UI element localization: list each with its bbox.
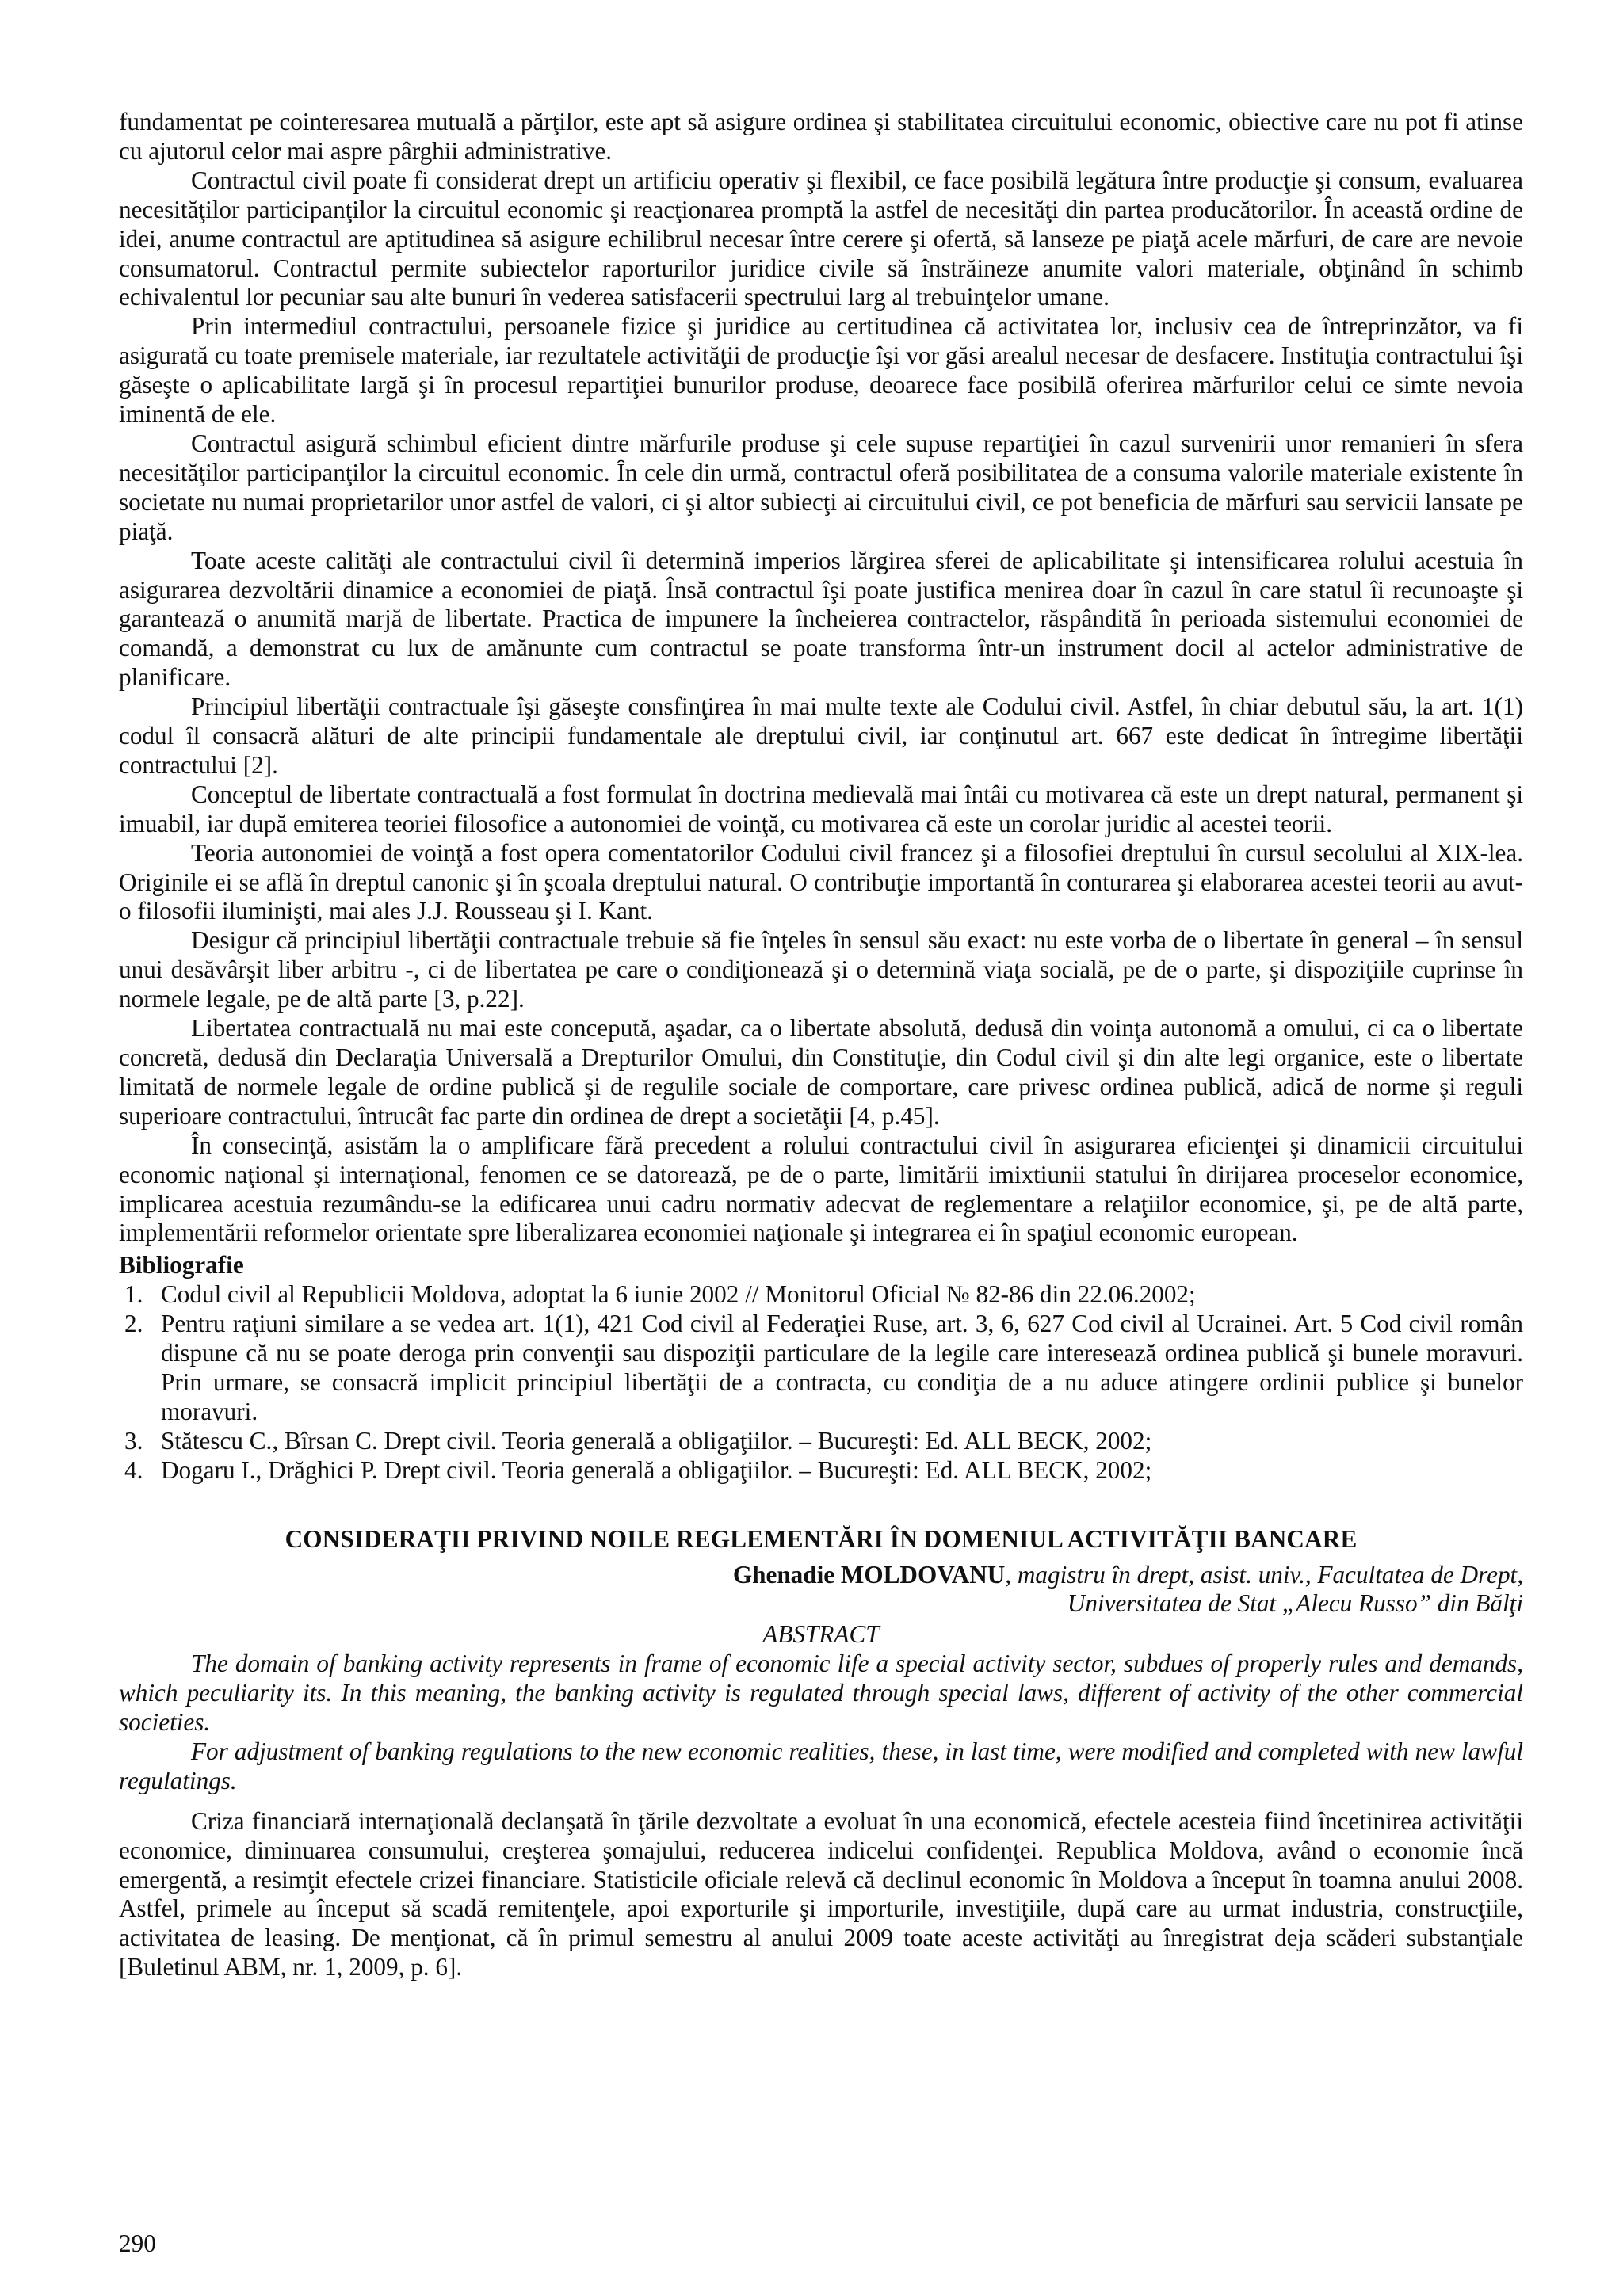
bibliography-item (119, 1456, 1523, 1486)
bibliography-number: 4. (124, 1455, 143, 1484)
abstract-paragraph: For adjustment of banking regulations to the new economic realities, these, in last time, were modified and completed with new lawful regulatings. (119, 1737, 1523, 1794)
bibliography-text: Stătescu C., Bîrsan C. Drept civil. Teoria generală a obligaţiilor. – Bucureşti: Ed. ALL BECK, 2002; (161, 1426, 1152, 1455)
paragraph: În consecinţă, asistăm la o amplificare fără precedent a rolului contractului civil în asigurarea eficienţei şi dinamicii circuitului economic naţional şi internaţional, fenomen ce se datorează, pe de o parte, limitării imixtiunii statului în dirijarea proceselor economice, implicarea acestuia rezumându-se la edificarea unui cadru normativ adecvat de reglementare a relaţiilor economice, şi, pe de altă parte, implementării reformelor orientate spre liberalizarea economiei naţionale şi integrarea ei în spaţiul economic european. (119, 1131, 1523, 1247)
bibliography-number: 2. (124, 1310, 143, 1338)
paragraph: Toate aceste calităţi ale contractului civil îi determină imperios lărgirea sferei de aplicabilitate şi intensificarea rolului acestuia în asigurarea dezvoltării dinamice a economiei de piaţă. Însă contractul îşi poate justifica menirea doar în cazul în care statul îi recunoaşte şi garantează o anumită marjă de libertate. Practica de impunere la încheierea contractelor, răspândită în perioada sistemului economiei de comandă, a demonstrat cu lux de amănunte cum contractul se poate transforma într-un instrument docil al actelor administrative de planificare. (119, 546, 1523, 692)
paragraph: Teoria autonomiei de voinţă a fost opera comentatorilor Codului civil francez şi a filosofiei dreptului în cursul secolului al XIX-lea. Originile ei se află în dreptul canonic şi în şcoala dreptului natural. O contribuţie importantă în conturarea şi elaborarea acestei teorii au avut-o filosofii iluminişti, mai ales J.J. Rousseau şi I. Kant. (119, 838, 1523, 925)
article-title: CONSIDERAŢII PRIVIND NOILE REGLEMENTĂRI ÎN DOMENIUL ACTIVITĂŢII BANCARE (285, 1524, 1358, 1553)
paragraph: Criza financiară internaţională declanşată în ţările dezvoltate a evoluat în una economică, efectele acesteia fiind încetinirea activităţii economice, diminuarea consumului, creşterea şomajului, reducerea indicelui confidenţei. Republica Moldova, având o economie încă emergentă, a resimţit efectele crizei financiare. Statisticile oficiale relevă că declinul economic în Moldova a început în toamna anului 2008. Astfel, primele au început să scadă remitenţele, apoi exporturile şi importurile, investiţiile, după care au urmat industria, construcţiile, activitatea de leasing. De menţionat, că în primul semestru al anului 2009 toate aceste activităţi au înregistrat deja scăderi substanţiale [Buletinul ABM, nr. 1, 2009, p. 6]. (119, 1806, 1523, 1981)
bibliography-item (119, 1280, 1523, 1310)
bibliography-list (119, 1280, 1523, 1485)
author-line (119, 1561, 1523, 1619)
abstract-paragraph: The domain of banking activity represents in frame of economic life a special activity sector, subdues of properly rules and demands, which peculiarity its. In this meaning, the banking activity is regulated through special laws, different of activity of the other commercial societies. (119, 1650, 1523, 1737)
author-affiliation: , magistru în drept, asist. univ., Facultatea de Drept, (1005, 1560, 1523, 1589)
bibliography-item (119, 1427, 1523, 1456)
paragraph: Principiul libertăţii contractuale îşi găseşte consfinţirea în mai multe texte ale Codului civil. Astfel, în chiar debutul său, la art. 1(1) codul îl consacră alături de alte principii fundamentale ale dreptului civil, iar conţinutul art. 667 este dedicat în întregime libertăţii contractului [2]. (119, 692, 1523, 779)
bibliography-heading: Bibliografie (119, 1251, 244, 1280)
bibliography-text: Pentru raţiuni similare a se vedea art. 1(1), 421 Cod civil al Federaţiei Ruse, art. 3, 6, 627 Cod civil al Ucrainei. Art. 5 Cod civil român dispune că nu se poate deroga prin convenţii sau dispoziţii particulare de la legile care interesează ordinea publică şi bunele moravuri. Prin urmare, se consacră implicit principiul libertăţii de a contracta, cu condiţia de a nu aduce atingere ordinii publice şi bunelor moravuri. (161, 1310, 1523, 1425)
page-number: 290 (119, 2229, 156, 2257)
bibliography-item (119, 1310, 1523, 1427)
paragraph: Desigur că principiul libertăţii contractuale trebuie să fie înţeles în sensul său exact: nu este vorba de o libertate în general – în sensul unui desăvârşit liber arbitru -, ci de libertatea pe care o condiţionează şi o determină viaţa socială, pe de o parte, şi dispoziţiile cuprinse în normele legale, pe de altă parte [3, p.22]. (119, 926, 1523, 1013)
paragraph: Libertatea contractuală nu mai este concepută, aşadar, ca o libertate absolută, dedusă din voinţa autonomă a omului, ci ca o libertate concretă, dedusă din Declaraţia Universală a Drepturilor Omului, din Constituţie, din Codul civil şi din alte legi organice, este o libertate limitată de normele legale de ordine publică şi de regulile sociale de comportare, care privesc ordinea publică, adică de norme şi reguli superioare contractului, întrucât fac parte din ordinea de drept a societăţii [4, p.45]. (119, 1014, 1523, 1130)
paragraph: Contractul civil poate fi considerat drept un artificiu operativ şi flexibil, ce face posibilă legătura între producţie şi consum, evaluarea necesităţilor participanţilor la circuitul economic şi reacţionarea promptă la astfel de necesităţi din partea producătorilor. În această ordine de idei, anume contractul are aptitudinea să asigure echilibrul necesar între cerere şi ofertă, să lanseze pe piaţă acele mărfuri, de care are nevoie consumatorul. Contractul permite subiectelor raporturilor juridice civile să înstrăineze anumite valori materiale, obţinând în schimb echivalentul lor pecuniar sau alte bunuri în vederea satisfacerii spectrului larg al trebuinţelor umane. (119, 166, 1523, 311)
paragraph: Conceptul de libertate contractuală a fost formulat în doctrina medievală mai întâi cu motivarea că este un drept natural, permanent şi imuabil, iar după emiterea teoriei filosofice a autonomiei de voinţă, cu motivarea că este un corolar juridic al acestei teorii. (119, 780, 1523, 837)
bibliography-number: 1. (124, 1280, 143, 1309)
paragraph: fundamentat pe cointeresarea mutuală a părţilor, este apt să asigure ordinea şi stabilitatea circuitului economic, obiective care nu pot fi atinse cu ajutorul celor mai aspre pârghii administrative. (119, 108, 1523, 165)
document-page (119, 108, 1523, 1982)
paragraph: Prin intermediul contractului, persoanele fizice şi juridice au certitudinea că activitatea lor, inclusiv cea de întreprinzător, va fi asigurată cu toate premisele materiale, iar rezultatele activităţii de producţie îşi vor găsi arealul necesar de desfacere. Instituţia contractului îşi găseşte o aplicabilitate largă şi în procesul repartiţiei bunurilor produse, deoarece face posibilă oferirea mărfurilor celui ce simte nevoia iminentă de ele. (119, 312, 1523, 429)
bibliography-text: Codul civil al Republicii Moldova, adoptat la 6 iunie 2002 // Monitorul Oficial № 82-86 din 22.06.2002; (161, 1280, 1196, 1309)
bibliography-number: 3. (124, 1426, 143, 1455)
author-name: Ghenadie MOLDOVANU (732, 1560, 1006, 1589)
author-university: Universitatea de Stat „Alecu Russo” din Bălţi (1067, 1589, 1523, 1618)
abstract-heading: ABSTRACT (762, 1620, 880, 1649)
bibliography-text: Dogaru I., Drăghici P. Drept civil. Teoria generală a obligaţiilor. – Bucureşti: Ed. ALL BECK, 2002; (161, 1455, 1152, 1484)
paragraph: Contractul asigură schimbul eficient dintre mărfurile produse şi cele supuse repartiţiei în cazul survenirii unor remanieri în sfera necesităţilor participanţilor la circuitul economic. În cele din urmă, contractul oferă posibilitatea de a consuma valorile materiale existente în societate nu numai proprietarilor unor astfel de valori, ci şi altor subiecţi ai circuitului civil, ce pot beneficia de mărfuri sau servicii lansate pe piaţă. (119, 429, 1523, 545)
